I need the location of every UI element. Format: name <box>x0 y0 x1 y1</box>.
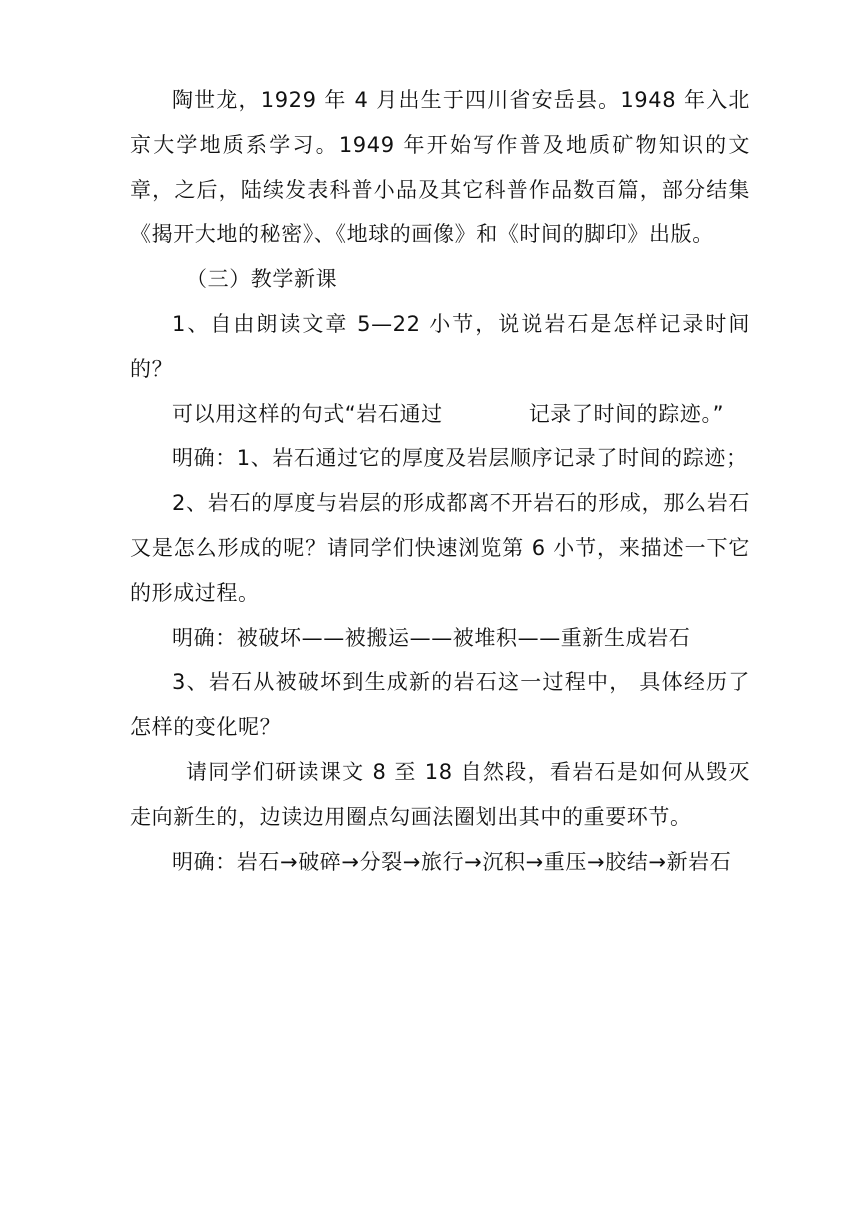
answer-1-paragraph: 明确：1、岩石通过它的厚度及岩层顺序记录了时间的踪迹； <box>172 446 748 471</box>
answer-3-paragraph: 明确：岩石→破碎→分裂→旅行→沉积→重压→胶结→新岩石 <box>172 849 732 874</box>
question-3-paragraph: 3、岩石从被破坏到生成新的岩石这一过程中， 具体经历了怎样的变化呢？ <box>130 670 750 740</box>
reading-instruction-paragraph: 请同学们研读课文 8 至 18 自然段，看岩石是如何从毁灭走向新生的，边读边用圈点勾画法圈划出其中的重要环节。 <box>130 759 750 829</box>
question-2-paragraph: 2、岩石的厚度与岩层的形成都离不开岩石的形成，那么岩石又是怎么形成的呢？请同学们快速浏览第 6 小节，来描述一下它的形成过程。 <box>130 491 750 605</box>
sentence-frame-paragraph <box>130 392 750 437</box>
sentence-frame-after: 记录了时间的踪迹。” <box>528 401 725 426</box>
author-bio-paragraph: 陶世龙，1929 年 4 月出生于四川省安岳县。1948 年入北京大学地质系学习。1949 年开始写作普及地质矿物知识的文章，之后，陆续发表科普小品及其它科普作品数百篇，部分结集《揭开大地的秘密》、《地球的画像》和《时间的脚印》出版。 <box>130 88 750 247</box>
question-1-paragraph: 1、自由朗读文章 5—22 小节，说说岩石是怎样记录时间的？ <box>130 311 750 381</box>
answer-2-paragraph: 明确：被破坏——被搬运——被堆积——重新生成岩石 <box>172 625 691 650</box>
sentence-frame-before: 可以用这样的句式“岩石通过 <box>172 401 443 426</box>
section-heading: （三）教学新课 <box>186 267 338 292</box>
